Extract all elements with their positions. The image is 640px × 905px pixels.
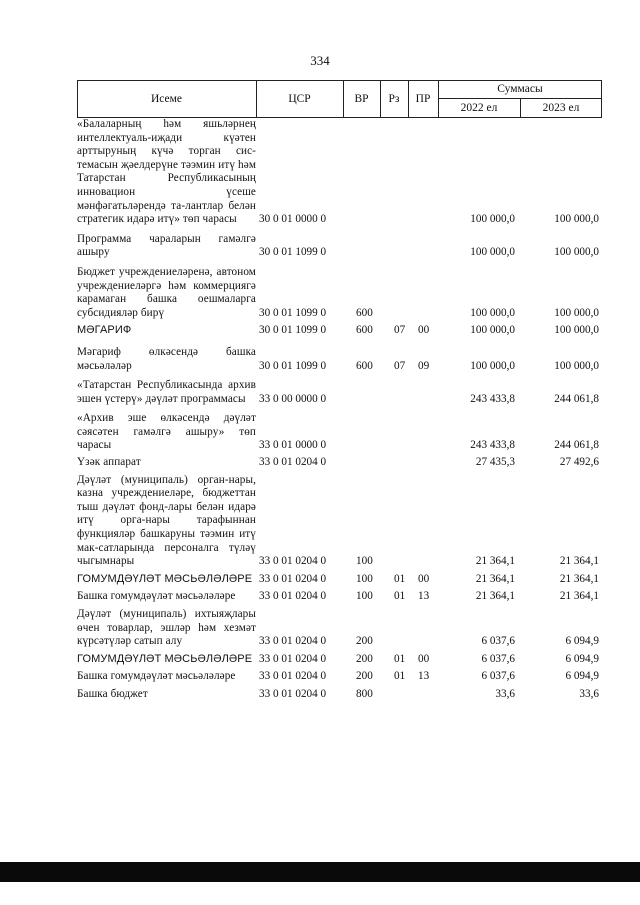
row-name: Башка бюджет bbox=[77, 687, 148, 700]
row-sum-2022: 6 037,6 bbox=[481, 635, 515, 648]
row-sum-2023: 244 061,8 bbox=[554, 392, 599, 405]
row-name: ГОМУМДӘҮЛӘТ МӘСЬӘЛӘЛӘРЕ bbox=[77, 572, 253, 585]
header-csr: ЦСР bbox=[288, 92, 311, 105]
row-rz: 01 bbox=[394, 572, 406, 585]
table-row bbox=[77, 688, 602, 702]
row-vr: 200 bbox=[356, 635, 373, 648]
row-sum-2022: 100 000,0 bbox=[470, 324, 515, 337]
header-year-2023: 2023 ел bbox=[542, 101, 580, 114]
row-rz: 01 bbox=[394, 590, 406, 603]
row-csr: 30 0 01 1099 0 bbox=[259, 324, 327, 337]
row-name: Дәүләт (муниципаль) орган-нары, казна учреждениеләре, бюджеттан тыш дәүләт фонд-лары белән идарә итү орга-нары тарафыннан функцияләр башкаруны тәэмин итү мак-сатларында персоналга түләү чыгымнары bbox=[77, 473, 256, 568]
row-sum-2023: 27 492,6 bbox=[559, 456, 599, 469]
row-name: Башка гомумдәүләт мәсьәләләре bbox=[77, 670, 236, 683]
table-row bbox=[77, 346, 602, 373]
row-csr: 33 0 01 0204 0 bbox=[259, 652, 327, 665]
header-name: Исеме bbox=[150, 92, 183, 105]
row-sum-2023: 100 000,0 bbox=[554, 306, 599, 319]
row-sum-2022: 33,6 bbox=[495, 687, 515, 700]
row-pr: 13 bbox=[418, 590, 430, 603]
header-vline-pr bbox=[408, 80, 409, 118]
row-sum-2022: 6 037,6 bbox=[481, 652, 515, 665]
row-sum-2023: 244 061,8 bbox=[554, 439, 599, 452]
row-csr: 33 0 01 0204 0 bbox=[259, 555, 327, 568]
row-sum-2022: 243 433,8 bbox=[470, 439, 515, 452]
row-csr: 30 0 01 1099 0 bbox=[259, 306, 327, 319]
header-rz: Рз bbox=[388, 92, 400, 105]
row-vr: 600 bbox=[356, 306, 373, 319]
row-name: «Балаларның һәм яшьләрнең интеллектуаль-иҗади күәтен арттыруның күчә торган сис-темасын җәелдерүне тәэмин итү һәм Татарстан Республикасының инновацион үсеше мәнфәгатьләрендә та-лантлар белән стратегик идарә итү» төп чарасы bbox=[77, 118, 256, 226]
table-row bbox=[77, 670, 602, 684]
table-row bbox=[77, 412, 602, 453]
row-vr: 200 bbox=[356, 670, 373, 683]
header-vline-sum bbox=[438, 80, 439, 118]
table-row bbox=[77, 590, 602, 604]
row-sum-2022: 6 037,6 bbox=[481, 670, 515, 683]
row-vr: 600 bbox=[356, 324, 373, 337]
header-vline-rz bbox=[380, 80, 381, 118]
header-vline-year bbox=[520, 98, 521, 118]
row-name: Дәүләт (муниципаль) ихтыяҗлары өчен товарлар, эшләр һәм хезмәт күрсәтүләр сатып алу bbox=[77, 608, 256, 648]
row-csr: 33 0 01 0204 0 bbox=[259, 635, 327, 648]
scan-footer-bar bbox=[0, 862, 640, 882]
row-name: МӘГАРИФ bbox=[77, 324, 132, 337]
row-csr: 33 0 01 0204 0 bbox=[259, 687, 327, 700]
row-name: ГОМУМДӘҮЛӘТ МӘСЬӘЛӘЛӘРЕ bbox=[77, 652, 253, 665]
row-pr: 00 bbox=[418, 572, 430, 585]
row-sum-2022: 27 435,3 bbox=[475, 456, 515, 469]
row-sum-2023: 21 364,1 bbox=[559, 572, 599, 585]
row-sum-2023: 6 094,9 bbox=[565, 670, 599, 683]
header-vr: ВР bbox=[354, 92, 369, 105]
row-rz: 07 bbox=[394, 359, 406, 372]
row-name: «Архив эше өлкәсендә дәүләт сәясәтен гамәлгә ашыру» төп чарасы bbox=[77, 412, 256, 452]
row-csr: 33 0 01 0204 0 bbox=[259, 670, 327, 683]
row-name: Мәгариф өлкәсендә башка мәсьәләләр bbox=[77, 345, 256, 372]
row-sum-2023: 21 364,1 bbox=[559, 555, 599, 568]
header-vline-left bbox=[77, 80, 78, 118]
table-row bbox=[77, 573, 602, 587]
row-sum-2023: 6 094,9 bbox=[565, 652, 599, 665]
row-rz: 07 bbox=[394, 324, 406, 337]
row-sum-2022: 21 364,1 bbox=[475, 555, 515, 568]
row-vr: 100 bbox=[356, 572, 373, 585]
row-csr: 33 0 01 0000 0 bbox=[259, 439, 327, 452]
row-sum-2023: 100 000,0 bbox=[554, 359, 599, 372]
table-row bbox=[77, 118, 602, 227]
row-csr: 33 0 01 0204 0 bbox=[259, 572, 327, 585]
row-sum-2022: 100 000,0 bbox=[470, 213, 515, 226]
row-sum-2022: 243 433,8 bbox=[470, 392, 515, 405]
row-sum-2023: 100 000,0 bbox=[554, 246, 599, 259]
row-sum-2023: 33,6 bbox=[579, 687, 599, 700]
row-pr: 00 bbox=[418, 324, 430, 337]
budget-table-body bbox=[77, 118, 602, 702]
row-csr: 33 0 00 0000 0 bbox=[259, 392, 327, 405]
row-csr: 33 0 01 0204 0 bbox=[259, 456, 327, 469]
row-name: Бюджет учреждениеләренә, автоном учреждениеләргә һәм коммерциягә карамаган башка оешмаларга субсидияләр бирү bbox=[77, 265, 256, 319]
table-row bbox=[77, 324, 602, 338]
row-name: Программа чараларын гамәлгә ашыру bbox=[77, 232, 256, 259]
row-csr: 30 0 01 0000 0 bbox=[259, 213, 327, 226]
table-row bbox=[77, 266, 602, 320]
row-csr: 33 0 01 0204 0 bbox=[259, 590, 327, 603]
row-vr: 100 bbox=[356, 590, 373, 603]
row-rz: 01 bbox=[394, 652, 406, 665]
row-rz: 01 bbox=[394, 670, 406, 683]
header-top-border bbox=[77, 80, 602, 81]
table-row bbox=[77, 456, 602, 470]
table-row bbox=[77, 608, 602, 649]
row-vr: 600 bbox=[356, 359, 373, 372]
header-vline-csr bbox=[256, 80, 257, 118]
row-csr: 30 0 01 1099 0 bbox=[259, 359, 327, 372]
row-sum-2022: 100 000,0 bbox=[470, 306, 515, 319]
header-vline-right bbox=[601, 80, 602, 118]
row-csr: 30 0 01 1099 0 bbox=[259, 246, 327, 259]
row-name: Башка гомумдәүләт мәсьәләләре bbox=[77, 590, 236, 603]
row-vr: 200 bbox=[356, 652, 373, 665]
row-sum-2022: 21 364,1 bbox=[475, 590, 515, 603]
row-sum-2022: 21 364,1 bbox=[475, 572, 515, 585]
row-sum-2023: 6 094,9 bbox=[565, 635, 599, 648]
header-vline-vr bbox=[343, 80, 344, 118]
row-vr: 100 bbox=[356, 555, 373, 568]
row-name: «Татарстан Республикасында архив эшен үстерү» дәүләт программасы bbox=[77, 379, 256, 405]
row-pr: 00 bbox=[418, 652, 430, 665]
header-sums: Суммасы bbox=[497, 83, 543, 95]
table-row bbox=[77, 653, 602, 667]
header-pr: ПР bbox=[415, 92, 431, 105]
row-sum-2023: 21 364,1 bbox=[559, 590, 599, 603]
row-sum-2022: 100 000,0 bbox=[470, 359, 515, 372]
row-sum-2023: 100 000,0 bbox=[554, 213, 599, 226]
page-number: 334 bbox=[310, 53, 330, 68]
row-pr: 09 bbox=[418, 359, 430, 372]
row-pr: 13 bbox=[418, 670, 430, 683]
row-sum-2023: 100 000,0 bbox=[554, 324, 599, 337]
row-sum-2022: 100 000,0 bbox=[470, 246, 515, 259]
row-name: Үзәк аппарат bbox=[77, 456, 141, 469]
table-row bbox=[77, 474, 602, 569]
header-year-2022: 2022 ел bbox=[460, 101, 498, 114]
table-row bbox=[77, 379, 602, 406]
row-vr: 800 bbox=[356, 687, 373, 700]
table-row bbox=[77, 233, 602, 260]
